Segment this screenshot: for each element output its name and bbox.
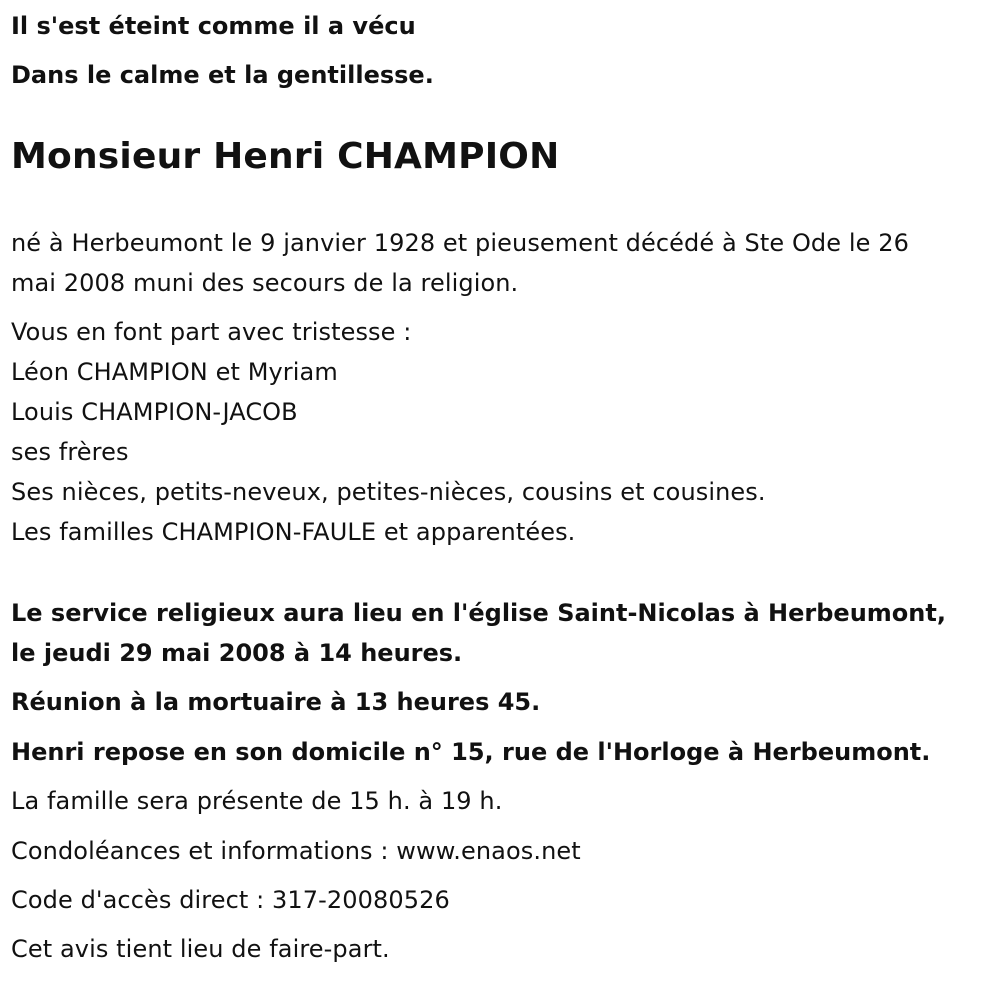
family-member: Léon CHAMPION et Myriam xyxy=(11,358,338,386)
family-member: Ses nièces, petits-neveux, petites-nièces, cousins et cousines. xyxy=(11,478,766,506)
access-code: Code d'accès direct : 317-20080526 xyxy=(11,886,450,914)
rest-location: Henri repose en son domicile n° 15, rue de l'Horloge à Herbeumont. xyxy=(11,738,931,766)
family-member: ses frères xyxy=(11,438,129,466)
service-line-2: le jeudi 29 mai 2008 à 14 heures. xyxy=(11,639,463,667)
family-presence: La famille sera présente de 15 h. à 19 h. xyxy=(11,787,503,815)
family-member: Louis CHAMPION-JACOB xyxy=(11,398,298,426)
family-intro: Vous en font part avec tristesse : xyxy=(11,318,412,346)
condolences-info: Condoléances et informations : www.enaos.net xyxy=(11,837,581,865)
epitaph-line-2: Dans le calme et la gentillesse. xyxy=(11,61,434,89)
notice-statement: Cet avis tient lieu de faire-part. xyxy=(11,935,390,963)
service-line-1: Le service religieux aura lieu en l'église Saint-Nicolas à Herbeumont, xyxy=(11,599,946,627)
biography-line-1: né à Herbeumont le 9 janvier 1928 et pieusement décédé à Ste Ode le 26 xyxy=(11,229,909,257)
meeting-info: Réunion à la mortuaire à 13 heures 45. xyxy=(11,688,541,716)
epitaph-line-1: Il s'est éteint comme il a vécu xyxy=(11,12,416,40)
family-member: Les familles CHAMPION-FAULE et apparentées. xyxy=(11,518,576,546)
deceased-name: Monsieur Henri CHAMPION xyxy=(11,136,560,177)
biography-line-2: mai 2008 muni des secours de la religion. xyxy=(11,269,519,297)
